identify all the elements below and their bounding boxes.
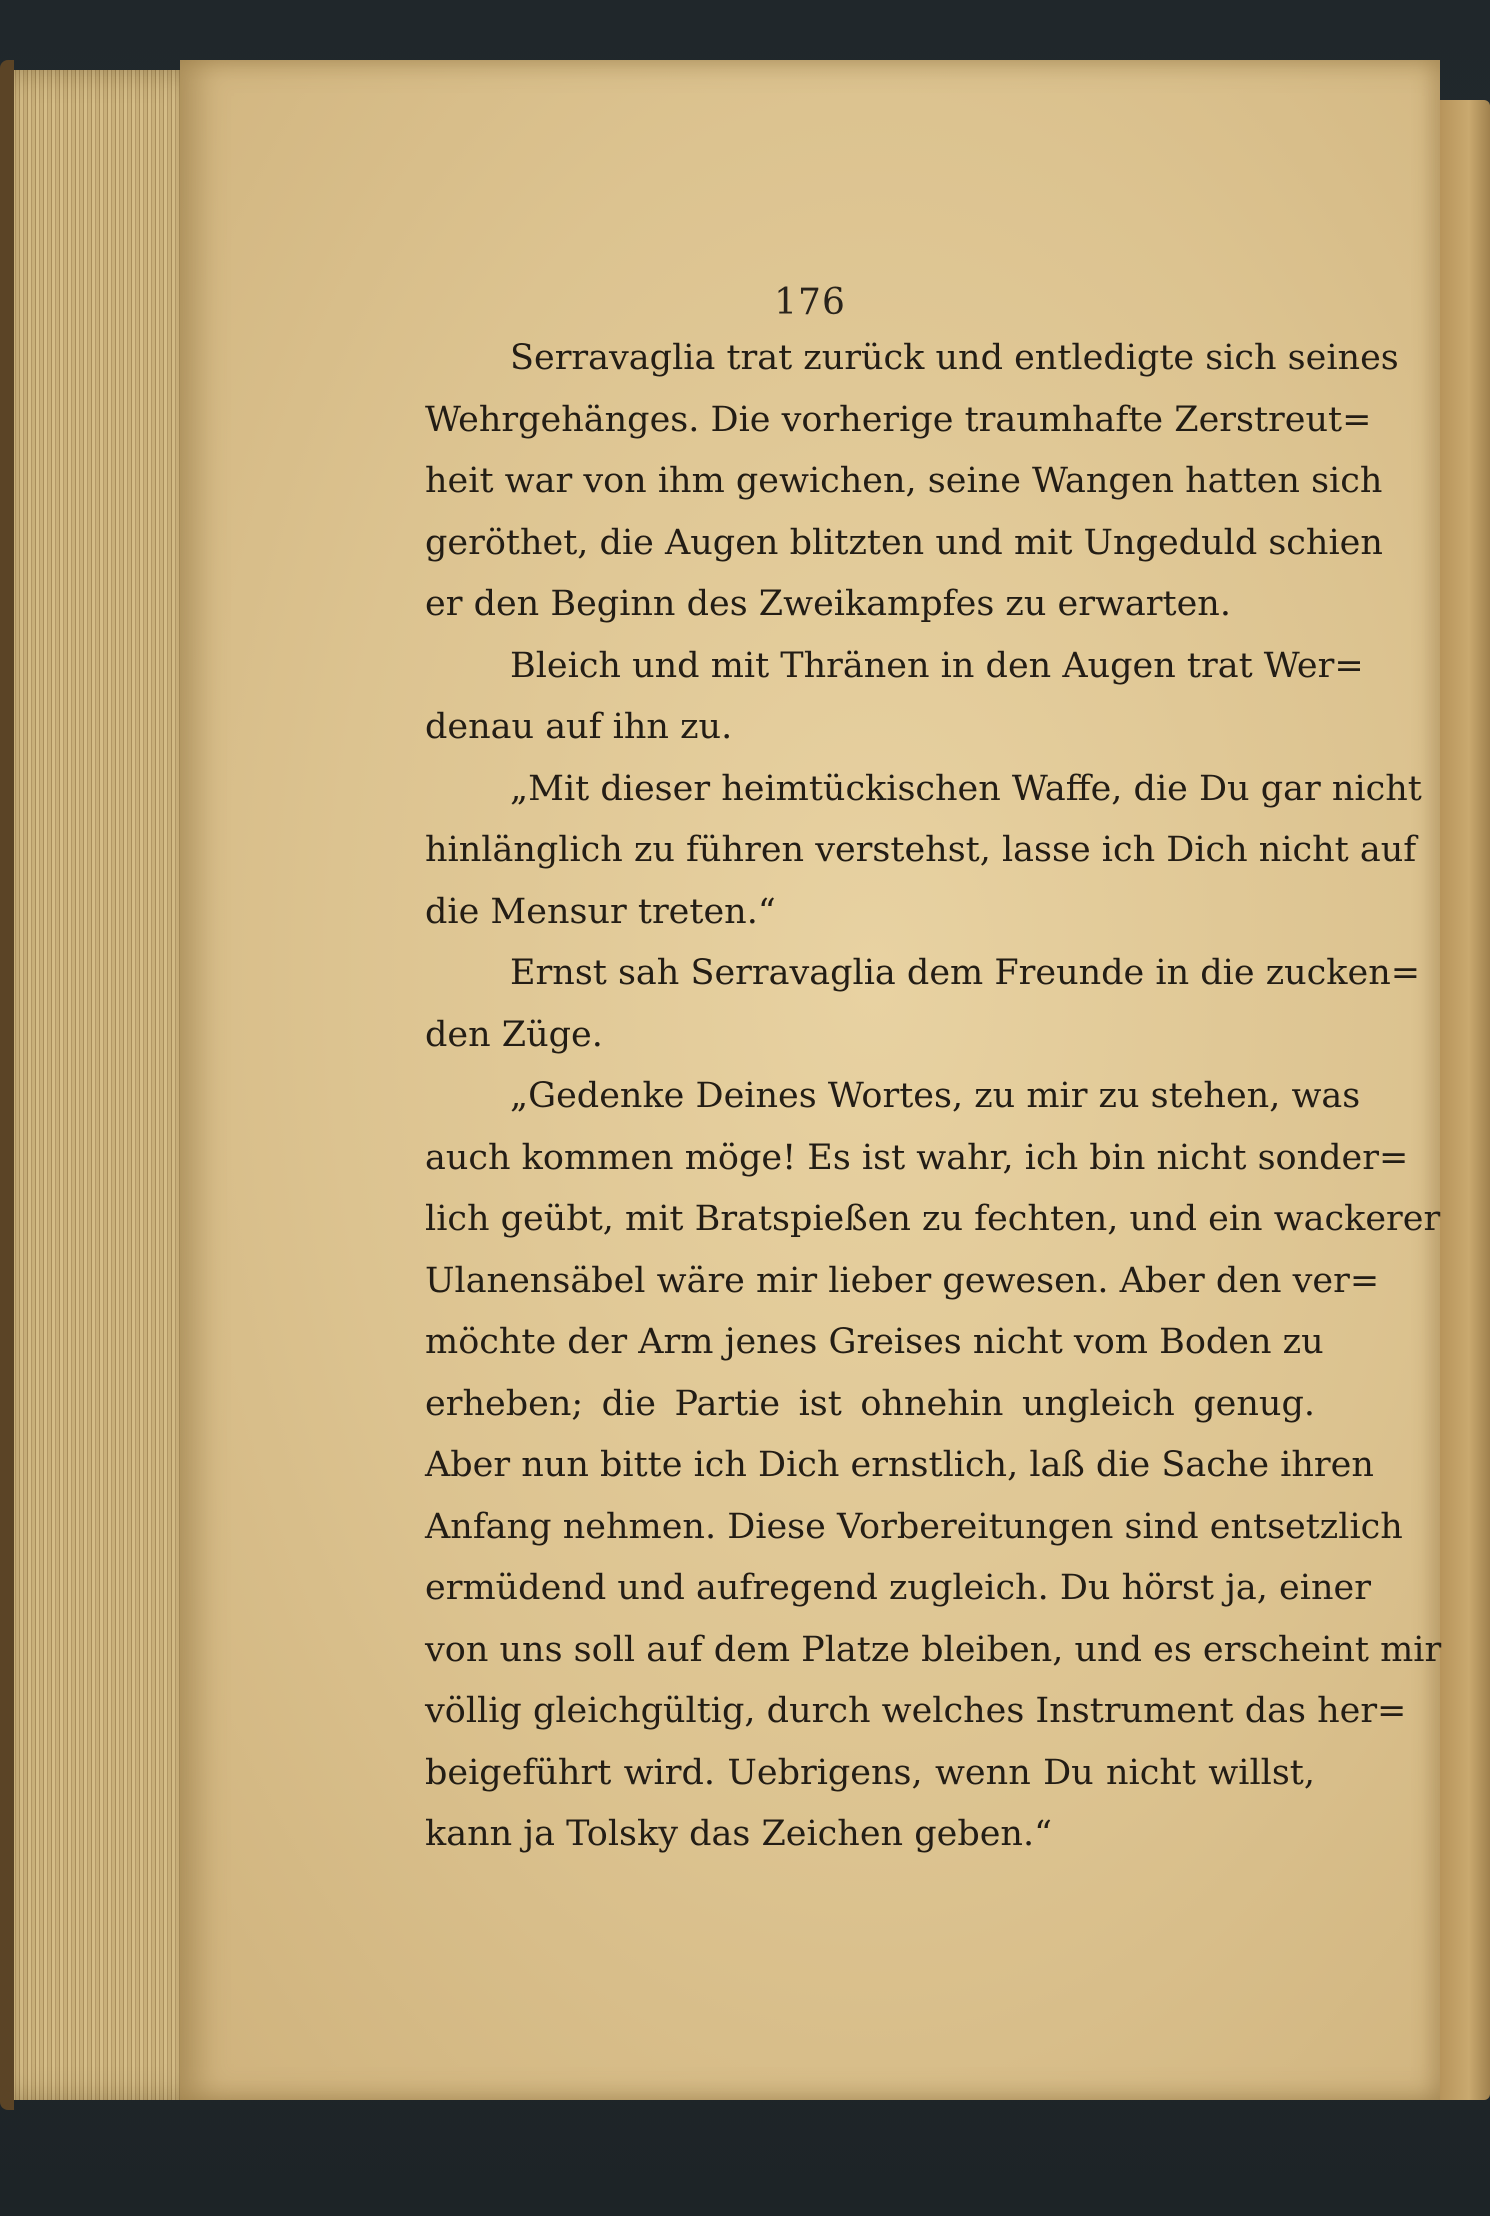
page-stack-edges (0, 70, 200, 2100)
paragraph (425, 943, 1421, 1066)
text-line: Wehrgehänges. Die vorherige traumhafte Zerstreut= (425, 399, 1372, 440)
book-page (180, 60, 1440, 2100)
text-line: erheben; die Partie ist ohnehin ungleich genug. (425, 1383, 1315, 1424)
text-line: „Gedenke Deines Wortes, zu mir zu stehen, was (510, 1076, 1361, 1116)
text-line: denau auf ihn zu. (425, 707, 733, 747)
text-line: hinlänglich zu führen verstehst, lasse ich Dich nicht auf (425, 830, 1417, 870)
text-line: völlig gleichgültig, durch welches Instrument das her= (425, 1691, 1407, 1731)
text-line: Ernst sah Serravaglia dem Freunde in die zucken= (510, 953, 1421, 993)
open-book (0, 60, 1490, 2110)
page-text (425, 328, 1442, 1866)
text-line: möchte der Arm jenes Greises nicht vom Boden zu (425, 1322, 1324, 1362)
text-line: von uns soll auf dem Platze bleiben, und es erscheint mir (425, 1629, 1442, 1670)
text-line: er den Beginn des Zweikampfes zu erwarten. (425, 584, 1231, 624)
paragraph (425, 636, 1364, 759)
text-line: lich geübt, mit Bratspießen zu fechten, und ein wackerer (425, 1199, 1441, 1239)
text-line: Aber nun bitte ich Dich ernstlich, laß die Sache ihren (425, 1445, 1374, 1485)
text-line: ermüdend und aufregend zugleich. Du hörst ja, einer (425, 1568, 1371, 1608)
paragraph (425, 1066, 1442, 1866)
text-line: Bleich und mit Thränen in den Augen trat Wer= (510, 645, 1364, 686)
paragraph (425, 759, 1422, 944)
text-line: beigeführt wird. Uebrigens, wenn Du nicht willst, (425, 1752, 1315, 1793)
book-cover-edge (0, 60, 14, 2110)
text-line: „Mit dieser heimtückischen Waffe, die Du gar nicht (510, 768, 1422, 809)
text-line: kann ja Tolsky das Zeichen geben.“ (425, 1814, 1052, 1854)
text-line: den Züge. (425, 1014, 603, 1055)
text-line: Anfang nehmen. Diese Vorbereitungen sind entsetzlich (425, 1506, 1403, 1547)
text-line: heit war von ihm gewichen, seine Wangen hatten sich (425, 461, 1383, 501)
text-line: auch kommen möge! Es ist wahr, ich bin nicht sonder= (425, 1137, 1409, 1178)
text-line: Ulanensäbel wäre mir lieber gewesen. Aber den ver= (425, 1260, 1380, 1301)
text-line: Serravaglia trat zurück und entledigte sich seines (510, 338, 1399, 378)
page-number: 176 (774, 282, 846, 323)
text-line: die Mensur treten.“ (425, 891, 776, 932)
paragraph (425, 328, 1399, 636)
text-line: geröthet, die Augen blitzten und mit Ungeduld schien (425, 522, 1383, 563)
